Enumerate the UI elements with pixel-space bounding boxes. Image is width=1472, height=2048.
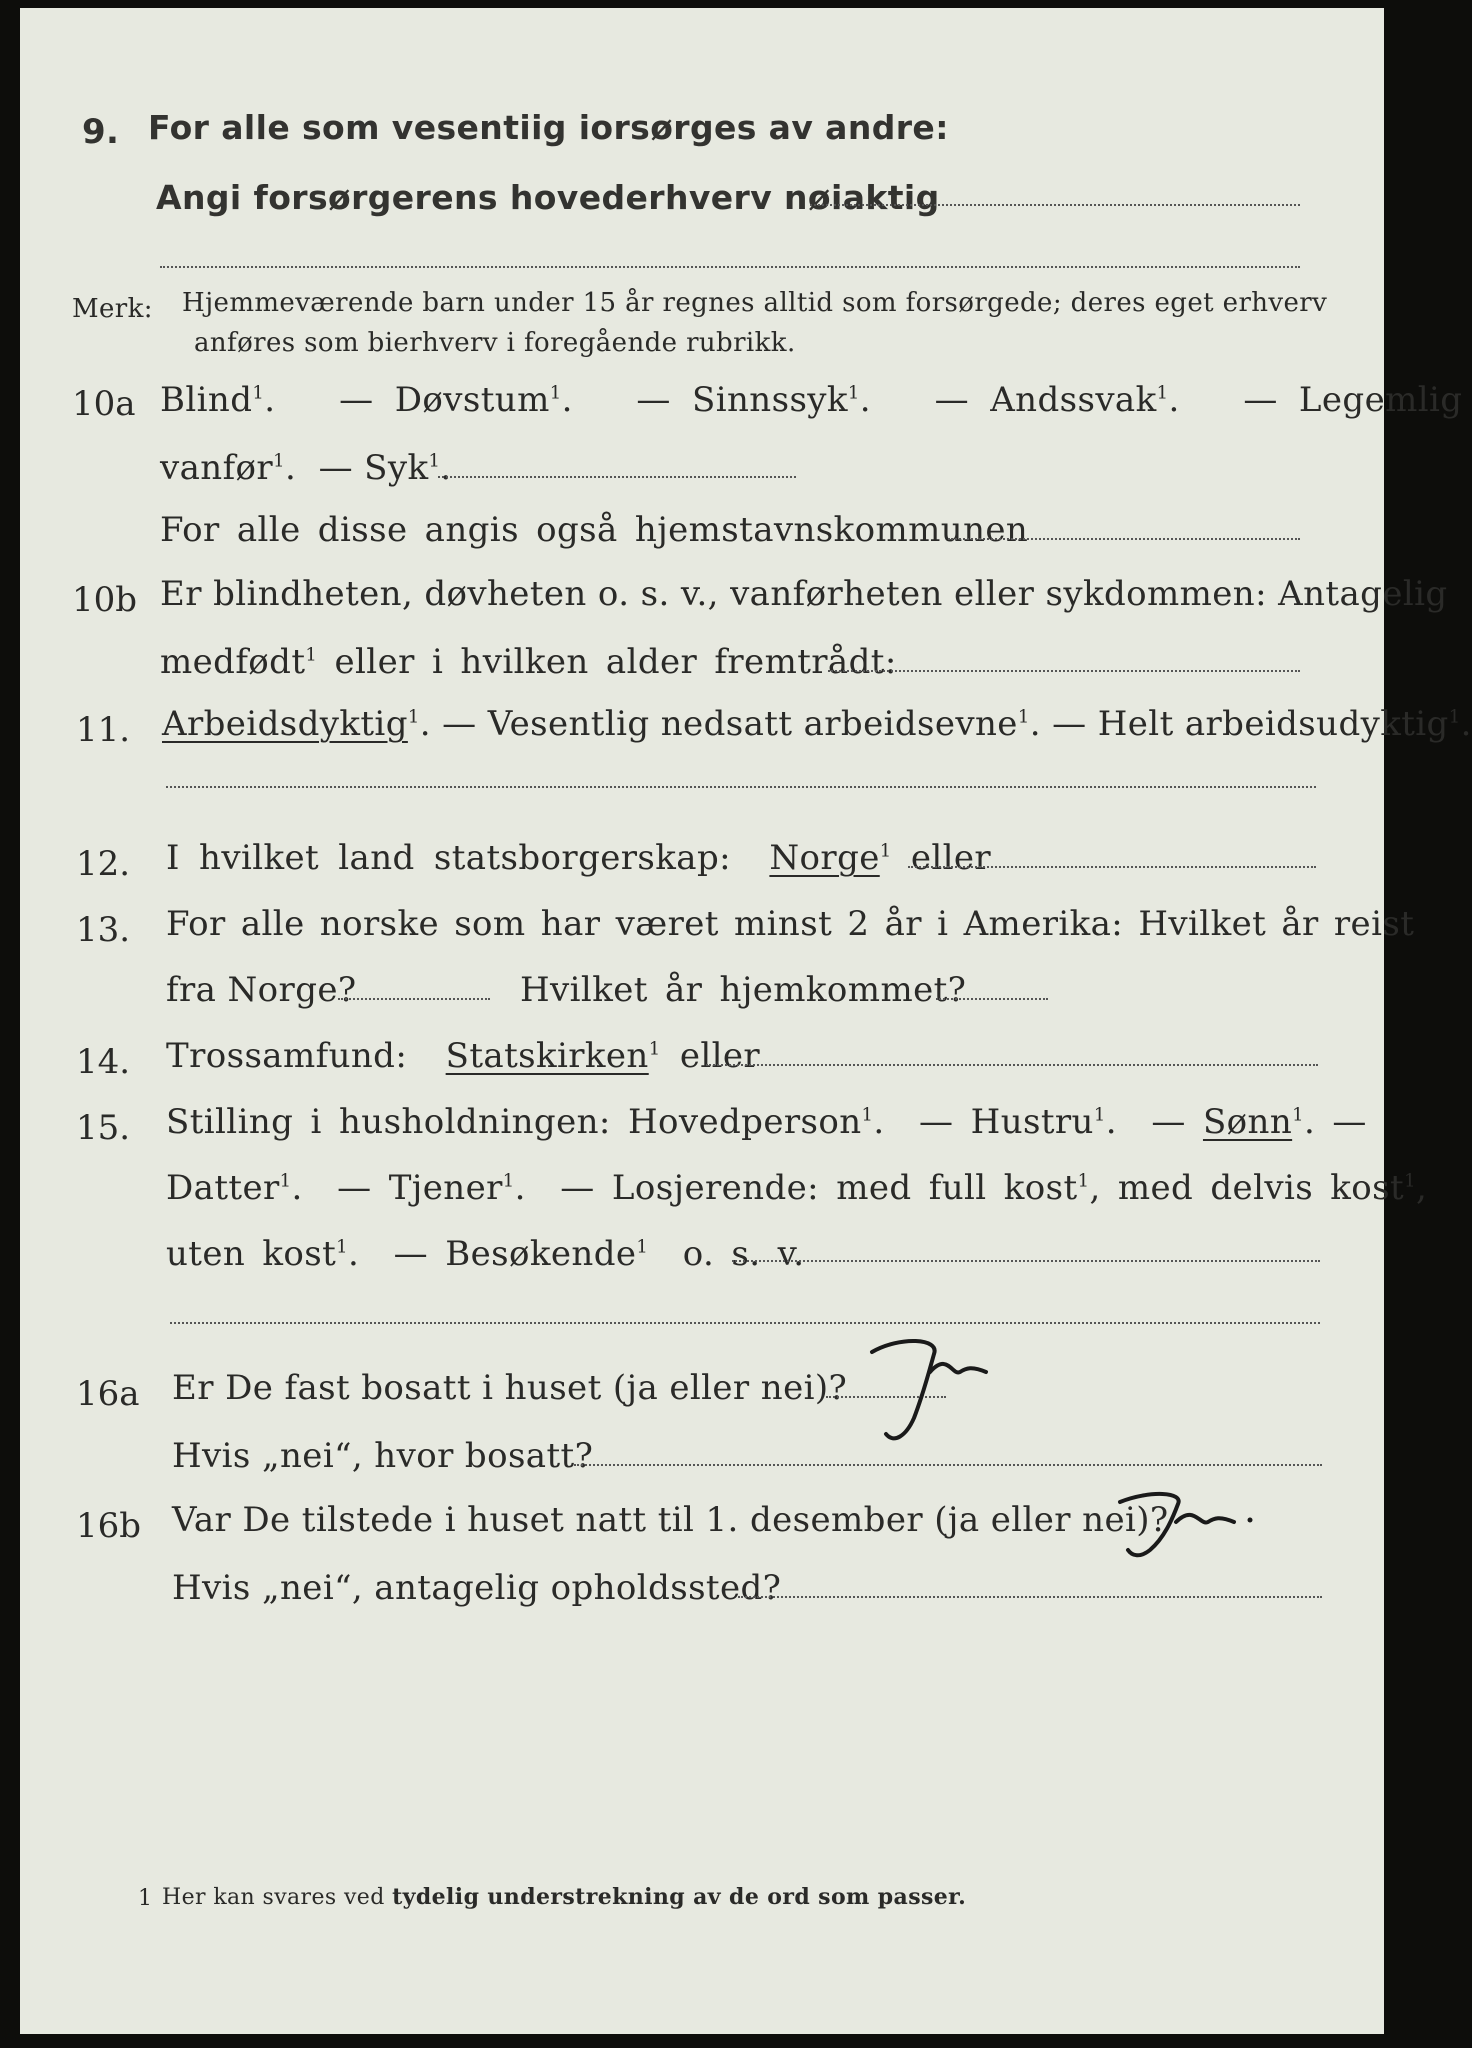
q10a-dovstum: — Døvstum (339, 380, 550, 420)
q15-number: 15. (76, 1108, 131, 1148)
q14-number: 14. (76, 1042, 131, 1082)
q15-extra-line (170, 1322, 1320, 1324)
q13-reist: fra Norge? (166, 970, 357, 1010)
q9-extra-line (160, 266, 1300, 268)
census-form-page (20, 8, 1472, 2034)
q16b-line1: Var De tilstede i huset natt til 1. desember (ja eller nei)? (172, 1500, 1169, 1540)
q10a-andssvak-sup: 1 (1156, 382, 1169, 404)
q15-tjener: — Tjener (337, 1168, 503, 1208)
q10a-syk: — Syk (318, 448, 429, 488)
footnote-mark: 1 (138, 1886, 153, 1911)
q16b-opholdssted-line (738, 1596, 1322, 1598)
q10a-syk-sup: 1 (428, 450, 441, 472)
q15-datter: Datter (166, 1168, 280, 1208)
q12-text: I hvilket land statsborgerskap: (166, 838, 731, 878)
q13-reist-line (338, 998, 490, 1000)
q14-answer-line (706, 1064, 1318, 1066)
q15-uten-kost: uten kost (166, 1234, 337, 1274)
q10a-kommune-line (948, 538, 1300, 540)
q10b-medfodt-sup: 1 (305, 644, 318, 666)
q10a-line3: For alle disse angis også hjemstavnskommunen (160, 510, 1029, 550)
q15-full-kost-sup: 1 (1077, 1170, 1090, 1192)
q11-line: Arbeidsdyktig$^1$. — Vesentlig nedsatt arbeidsevne$^1$. — Helt arbeidsudyktig$^1$. (162, 704, 1472, 744)
q13-hjemkommet-line (936, 998, 1048, 1000)
q11-extra-line (166, 786, 1316, 788)
q11-number: 11. (76, 710, 131, 750)
q10a-sinnssyk-sup: 1 (847, 382, 860, 404)
q16b-handwritten-answer (1110, 1486, 1260, 1566)
q12-eller: eller (910, 838, 992, 878)
footnote-text-b: tydelig understrekning av de ord som passer. (392, 1884, 967, 1910)
q15-dash: — (1151, 1102, 1186, 1142)
q13-hjemkommet: Hvilket år hjemkommet? (520, 970, 967, 1010)
footnote-text-a: Her kan svares ved (162, 1885, 385, 1910)
q15-full-kost: — Losjerende: med full kost (560, 1168, 1078, 1208)
q15-besokende-sup: 1 (636, 1236, 649, 1258)
merk-line1: Hjemmeværende barn under 15 år regnes alltid som forsørgede; deres eget erhverv (182, 288, 1328, 318)
q11-helt: — Helt arbeidsudyktig (1052, 704, 1449, 744)
q10a-dovstum-sup: 1 (549, 382, 562, 404)
q9-number: 9. (82, 112, 120, 152)
q16a-line1: Er De fast bosatt i huset (ja eller nei)? (172, 1368, 848, 1408)
q10a-blind: Blind (160, 380, 253, 420)
q15-tjener-sup: 1 (502, 1170, 515, 1192)
q10b-answer-line (828, 670, 1300, 672)
q16a-number: 16a (76, 1374, 140, 1414)
q10a-vanfor-sup: 1 (273, 450, 285, 472)
q12-norge-sup: 1 (879, 840, 892, 862)
q10a-number: 10a (72, 384, 136, 424)
q16b-line2: Hvis „nei“, antagelig opholdssted? (172, 1568, 782, 1608)
q15-datter-sup: 1 (279, 1170, 292, 1192)
q16a-line2: Hvis „nei“, hvor bosatt? (172, 1436, 594, 1476)
q10a-vanfor: vanfør (160, 448, 274, 488)
q15-hustru-sup: 1 (1093, 1104, 1106, 1126)
q14-text: Trossamfund: (166, 1036, 408, 1076)
q12-line (166, 838, 991, 878)
footnote-text (162, 1884, 966, 1910)
q10a-line2: vanfør$^1$. — Syk$^1$. (160, 448, 452, 488)
q15-uten-kost-sup: 1 (336, 1236, 349, 1258)
q11-vesentlig-sup: 1 (1017, 706, 1030, 728)
q10b-alder: eller i hvilken alder fremtrådt: (334, 642, 897, 682)
q13-line1: For alle norske som har været minst 2 år i Amerika: Hvilket år reist (166, 904, 1415, 944)
q15-osv: o. s. v. (682, 1234, 805, 1274)
q16a-bosatt-line (574, 1464, 1322, 1466)
q9-answer-line (810, 204, 1300, 206)
q11-vesentlig: — Vesentlig nedsatt arbeidsevne (442, 704, 1018, 744)
q15-sonn-after: . — (1304, 1102, 1367, 1142)
q11-arbeidsdyktig: Arbeidsdyktig (162, 704, 408, 744)
q15-delvis-kost: , med delvis kost (1089, 1168, 1405, 1208)
q10a-blind-sup: 1 (252, 382, 265, 404)
q12-norge: Norge (769, 838, 880, 878)
q11-arbeidsdyktig-sup: 1 (407, 706, 420, 728)
q10a-andssvak: — Andssvak (934, 380, 1157, 420)
q15-hovedperson-sup: 1 (861, 1104, 874, 1126)
q13-number: 13. (76, 910, 131, 950)
q10b-line2 (160, 642, 897, 682)
merk-line2: anføres som bierhverv i foregående rubrikk. (194, 328, 796, 358)
merk-label: Merk: (72, 294, 153, 324)
q16b-number: 16b (76, 1506, 142, 1546)
q10b-line1: Er blindheten, døvheten o. s. v., vanførheten eller sykdommen: Antagelig (160, 574, 1448, 614)
q15-besokende: — Besøkende (393, 1234, 637, 1274)
q10a-line1: Blind$^1$. — Døvstum$^1$. — Sinnssyk$^1$. — Andssvak$^1$. — Legemlig (160, 380, 1463, 420)
q15-line2: Datter$^1$. — Tjener$^1$. — Losjerende: med full kost$^1$, med delvis kost$^1$, (166, 1168, 1428, 1208)
q15-delvis-kost-sup: 1 (1404, 1170, 1416, 1192)
q14-line (166, 1036, 760, 1076)
q15-line3: uten kost$^1$. — Besøkende$^1$ o. s. v. (166, 1234, 805, 1274)
q10a-syk-line (438, 476, 796, 478)
q10b-number: 10b (72, 580, 138, 620)
q10a-legemlig: — Legemlig (1243, 380, 1463, 420)
q10b-medfodt: medfødt (160, 642, 306, 682)
q16a-handwritten-answer (860, 1332, 1000, 1452)
q14-statskirken: Statskirken (445, 1036, 649, 1076)
q9-line1: For alle som vesentiig iorsørges av andre: (148, 108, 949, 147)
q15-line1: Stilling i husholdningen: Hovedperson$^1$. — Hustru$^1$. — Sønn$^1$. — (166, 1102, 1367, 1142)
q15-hustru: — Hustru (919, 1102, 1094, 1142)
q14-eller: eller (679, 1036, 761, 1076)
q15-hovedperson: Stilling i husholdningen: Hovedperson (166, 1102, 862, 1142)
q12-number: 12. (76, 844, 131, 884)
q15-answer-line (732, 1260, 1320, 1262)
q11-helt-sup: 1 (1448, 706, 1461, 728)
q14-statskirken-sup: 1 (648, 1038, 661, 1060)
q10a-sinnssyk: — Sinnssyk (636, 380, 848, 420)
q9-line2: Angi forsørgerens hovederhverv nøiaktig (156, 178, 940, 217)
q12-answer-line (908, 866, 1316, 868)
q15-sonn: Sønn (1202, 1102, 1293, 1142)
q15-sonn-sup: 1 (1292, 1104, 1304, 1126)
